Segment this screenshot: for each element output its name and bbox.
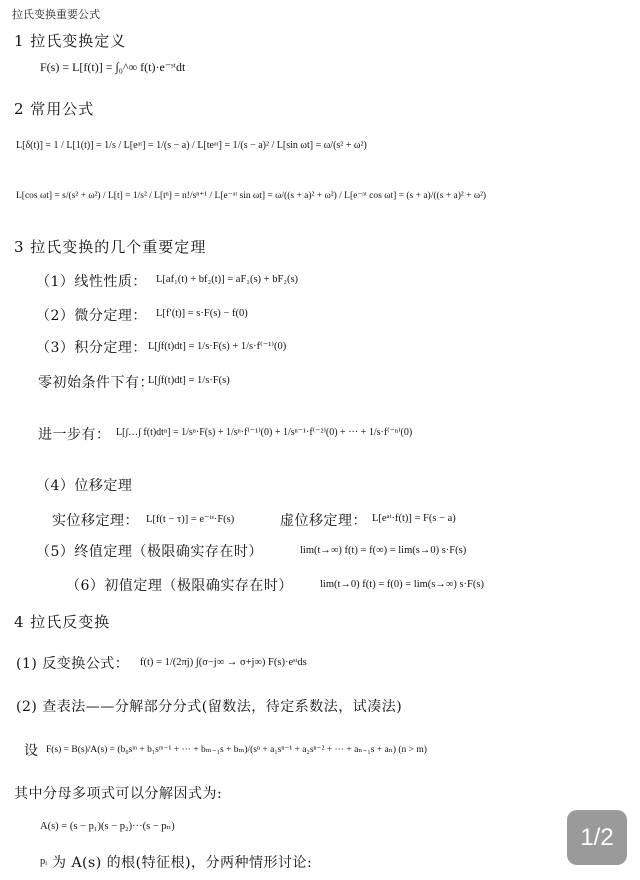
page-header: 拉氏变换重要公式 — [12, 8, 100, 21]
factorization-formula: A(s) = (s − p₁)(s − p₂)···(s − pₙ) — [40, 821, 175, 832]
final-value-label: （5）终值定理（极限确实存在时） — [36, 544, 263, 560]
pole-symbol: pᵢ — [40, 856, 47, 867]
linear-property-formula: L[af₁(t) + bf₂(t)] = aF₁(s) + bF₂(s) — [156, 274, 299, 285]
section-3-title: 3 拉氏变换的几个重要定理 — [14, 238, 207, 256]
zero-initial-label: 零初始条件下有： — [38, 375, 154, 391]
further-formula: L[∫…∫ f(t)dtⁿ] = 1/sⁿ·F(s) + 1/sⁿ·f⁽⁻¹⁾(0) + 1/sⁿ⁻¹·f⁽⁻²⁾(0) + ··· + 1/s·f⁽⁻ⁿ⁾(0) — [116, 427, 413, 438]
real-shift-formula: L[f(t − τ)] = e⁻ᵗˢ·F(s) — [146, 514, 235, 525]
initial-value-label: （6）初值定理（极限确实存在时） — [66, 578, 293, 594]
final-value-formula: lim(t→∞) f(t) = f(∞) = lim(s→0) s·F(s) — [300, 545, 467, 556]
inverse-formula: f(t) = 1/(2πj) ∫(σ−j∞ → σ+j∞) F(s)·eˢᵗds — [140, 657, 307, 668]
page-indicator-badge[interactable]: 1/2 — [567, 810, 627, 865]
zero-initial-formula: L[∫f(t)dt] = 1/s·F(s) — [148, 375, 230, 386]
linear-property-label: （1）线性性质： — [36, 274, 147, 290]
integral-theorem-label: （3）积分定理： — [36, 340, 147, 356]
roots-label: 为 A(s) 的根(特征根)，分两种情形讨论: — [52, 855, 313, 871]
table-method-label: (2) 查表法——分解部分分式(留数法，待定系数法，试凑法) — [16, 699, 403, 715]
section-4-title: 4 拉氏反变换 — [14, 613, 111, 631]
virtual-shift-label: 虚位移定理： — [280, 513, 367, 529]
laplace-definition-formula: F(s) = L[f(t)] = ∫₀^∞ f(t)·e⁻ˢᵗdt — [40, 60, 186, 74]
differential-theorem-formula: L[f′(t)] = s·F(s) − f(0) — [156, 308, 248, 319]
rational-function-formula: F(s) = B(s)/A(s) = (b₀sᵐ + b₁sᵐ⁻¹ + ··· + bₘ₋₁s + bₘ)/(sⁿ + a₁sⁿ⁻¹ + a₂sⁿ⁻² + ··· + aₙ₋₁s + aₙ) (n > m) — [46, 745, 427, 755]
integral-theorem-formula: L[∫f(t)dt] = 1/s·F(s) + 1/s·f⁽⁻¹⁾(0) — [148, 341, 287, 352]
denominator-label: 其中分母多项式可以分解因式为: — [14, 786, 223, 802]
section-2-title: 2 常用公式 — [14, 100, 95, 118]
common-formulas-line-1: L[δ(t)] = 1 / L[1(t)] = 1/s / L[eᵃᵗ] = 1/(s − a) / L[teᵃᵗ] = 1/(s − a)² / L[sin ωt] = ω/(s² + ω²) — [16, 140, 367, 151]
virtual-shift-formula: L[eᵃᵗ·f(t)] = F(s − a) — [372, 513, 456, 524]
let-label: 设 — [24, 743, 39, 759]
initial-value-formula: lim(t→0) f(t) = f(0) = lim(s→∞) s·F(s) — [320, 579, 484, 590]
common-formulas-line-2: L[cos ωt] = s/(s² + ω²) / L[t] = 1/s² / L[tⁿ] = n!/sⁿ⁺¹ / L[e⁻ᵃᵗ sin ωt] = ω/((s + a)² + ω²) / L[e⁻ᵃᵗ cos ωt] = (s + a)/((s + a)² + ω²) — [16, 191, 487, 201]
further-label: 进一步有： — [38, 427, 111, 443]
shift-theorem-label: （4）位移定理 — [36, 478, 133, 494]
inverse-formula-label: (1) 反变换公式： — [16, 656, 130, 672]
differential-theorem-label: （2）微分定理： — [36, 308, 147, 324]
real-shift-label: 实位移定理： — [52, 513, 139, 529]
section-1-title: 1 拉氏变换定义 — [14, 32, 127, 50]
